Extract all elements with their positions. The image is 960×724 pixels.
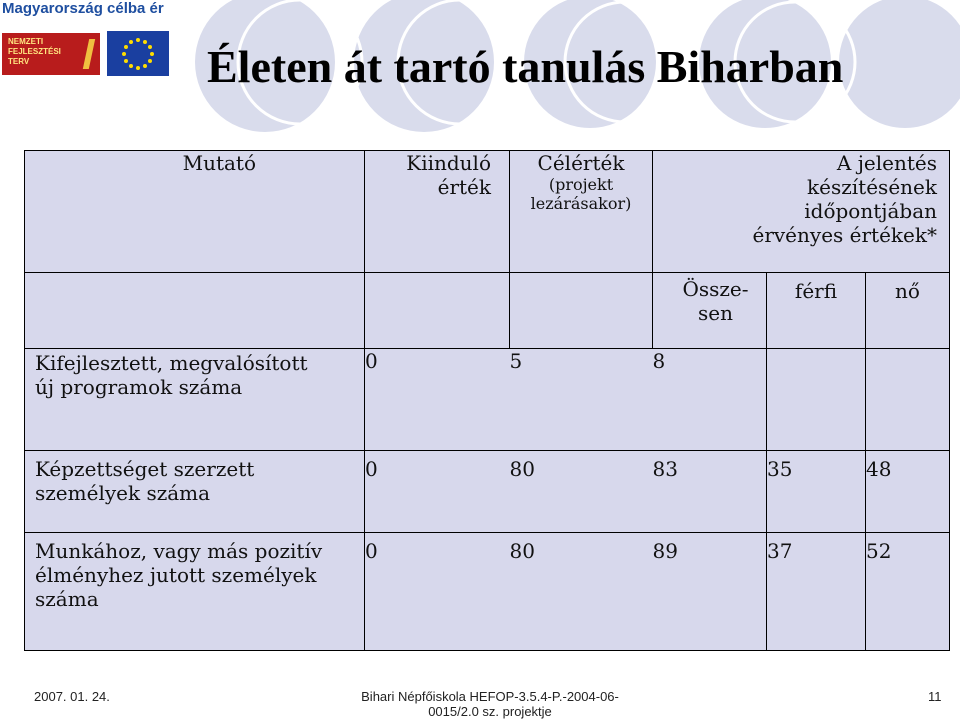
row-label: Kifejlesztett, megvalósított új programok száma bbox=[25, 349, 365, 451]
page-number: 11 bbox=[928, 689, 942, 704]
header-celertek-note1: (projekt bbox=[548, 175, 614, 194]
footer-project bbox=[330, 689, 650, 719]
subheader-osszesen: Össze-sen bbox=[653, 273, 767, 349]
cell-ferfi: 37 bbox=[767, 533, 866, 651]
cell-kiindulo: 0 bbox=[365, 349, 510, 451]
cell-ferfi: 35 bbox=[767, 451, 866, 533]
table-row bbox=[25, 451, 950, 533]
cell-no: 52 bbox=[866, 533, 950, 651]
cell-ferfi bbox=[767, 349, 866, 451]
header-jelentes: A jelentés készítésének időpontjában érvényes értékek* bbox=[653, 151, 950, 273]
nft-logo bbox=[2, 33, 100, 75]
cell-osszesen: 83 bbox=[653, 451, 767, 533]
table-row bbox=[25, 533, 950, 651]
header-celertek-note2: lezárásakor) bbox=[530, 194, 632, 213]
page-title: Életen át tartó tanulás Biharban bbox=[207, 41, 844, 92]
cell-no bbox=[866, 349, 950, 451]
header-mutato: Mutató bbox=[25, 151, 365, 273]
row-label: Munkához, vagy más pozitív élményhez jutott személyek száma bbox=[25, 533, 365, 651]
subheader-no: nő bbox=[866, 273, 950, 349]
nft-logo-text: NEMZETI FEJLESZTÉSI TERV bbox=[8, 37, 61, 66]
cell-cel: 80 bbox=[510, 533, 653, 651]
eu-flag-icon bbox=[107, 31, 169, 76]
brand-tagline: Magyarország célba ér bbox=[2, 0, 164, 17]
cell-kiindulo: 0 bbox=[365, 533, 510, 651]
subheader-ferfi: férfi bbox=[767, 273, 866, 349]
cell-kiindulo: 0 bbox=[365, 451, 510, 533]
footer-date: 2007. 01. 24. bbox=[34, 689, 110, 704]
footer-project-line1: Bihari Népfőiskola HEFOP-3.5.4-P.-2004-06- bbox=[361, 689, 619, 704]
header-celertek bbox=[510, 151, 653, 273]
indicator-table bbox=[24, 150, 950, 651]
footer-project-line2: 0015/2.0 sz. projektje bbox=[428, 704, 552, 719]
cell-osszesen: 89 bbox=[653, 533, 767, 651]
row-label: Képzettséget szerzett személyek száma bbox=[25, 451, 365, 533]
header-kiindulo: Kiinduló érték bbox=[365, 151, 510, 273]
header-celertek-title: Célérték bbox=[537, 151, 625, 175]
cell-cel: 80 bbox=[510, 451, 653, 533]
cell-osszesen: 8 bbox=[653, 349, 767, 451]
table-row bbox=[25, 349, 950, 451]
cell-cel: 5 bbox=[510, 349, 653, 451]
cell-no: 48 bbox=[866, 451, 950, 533]
